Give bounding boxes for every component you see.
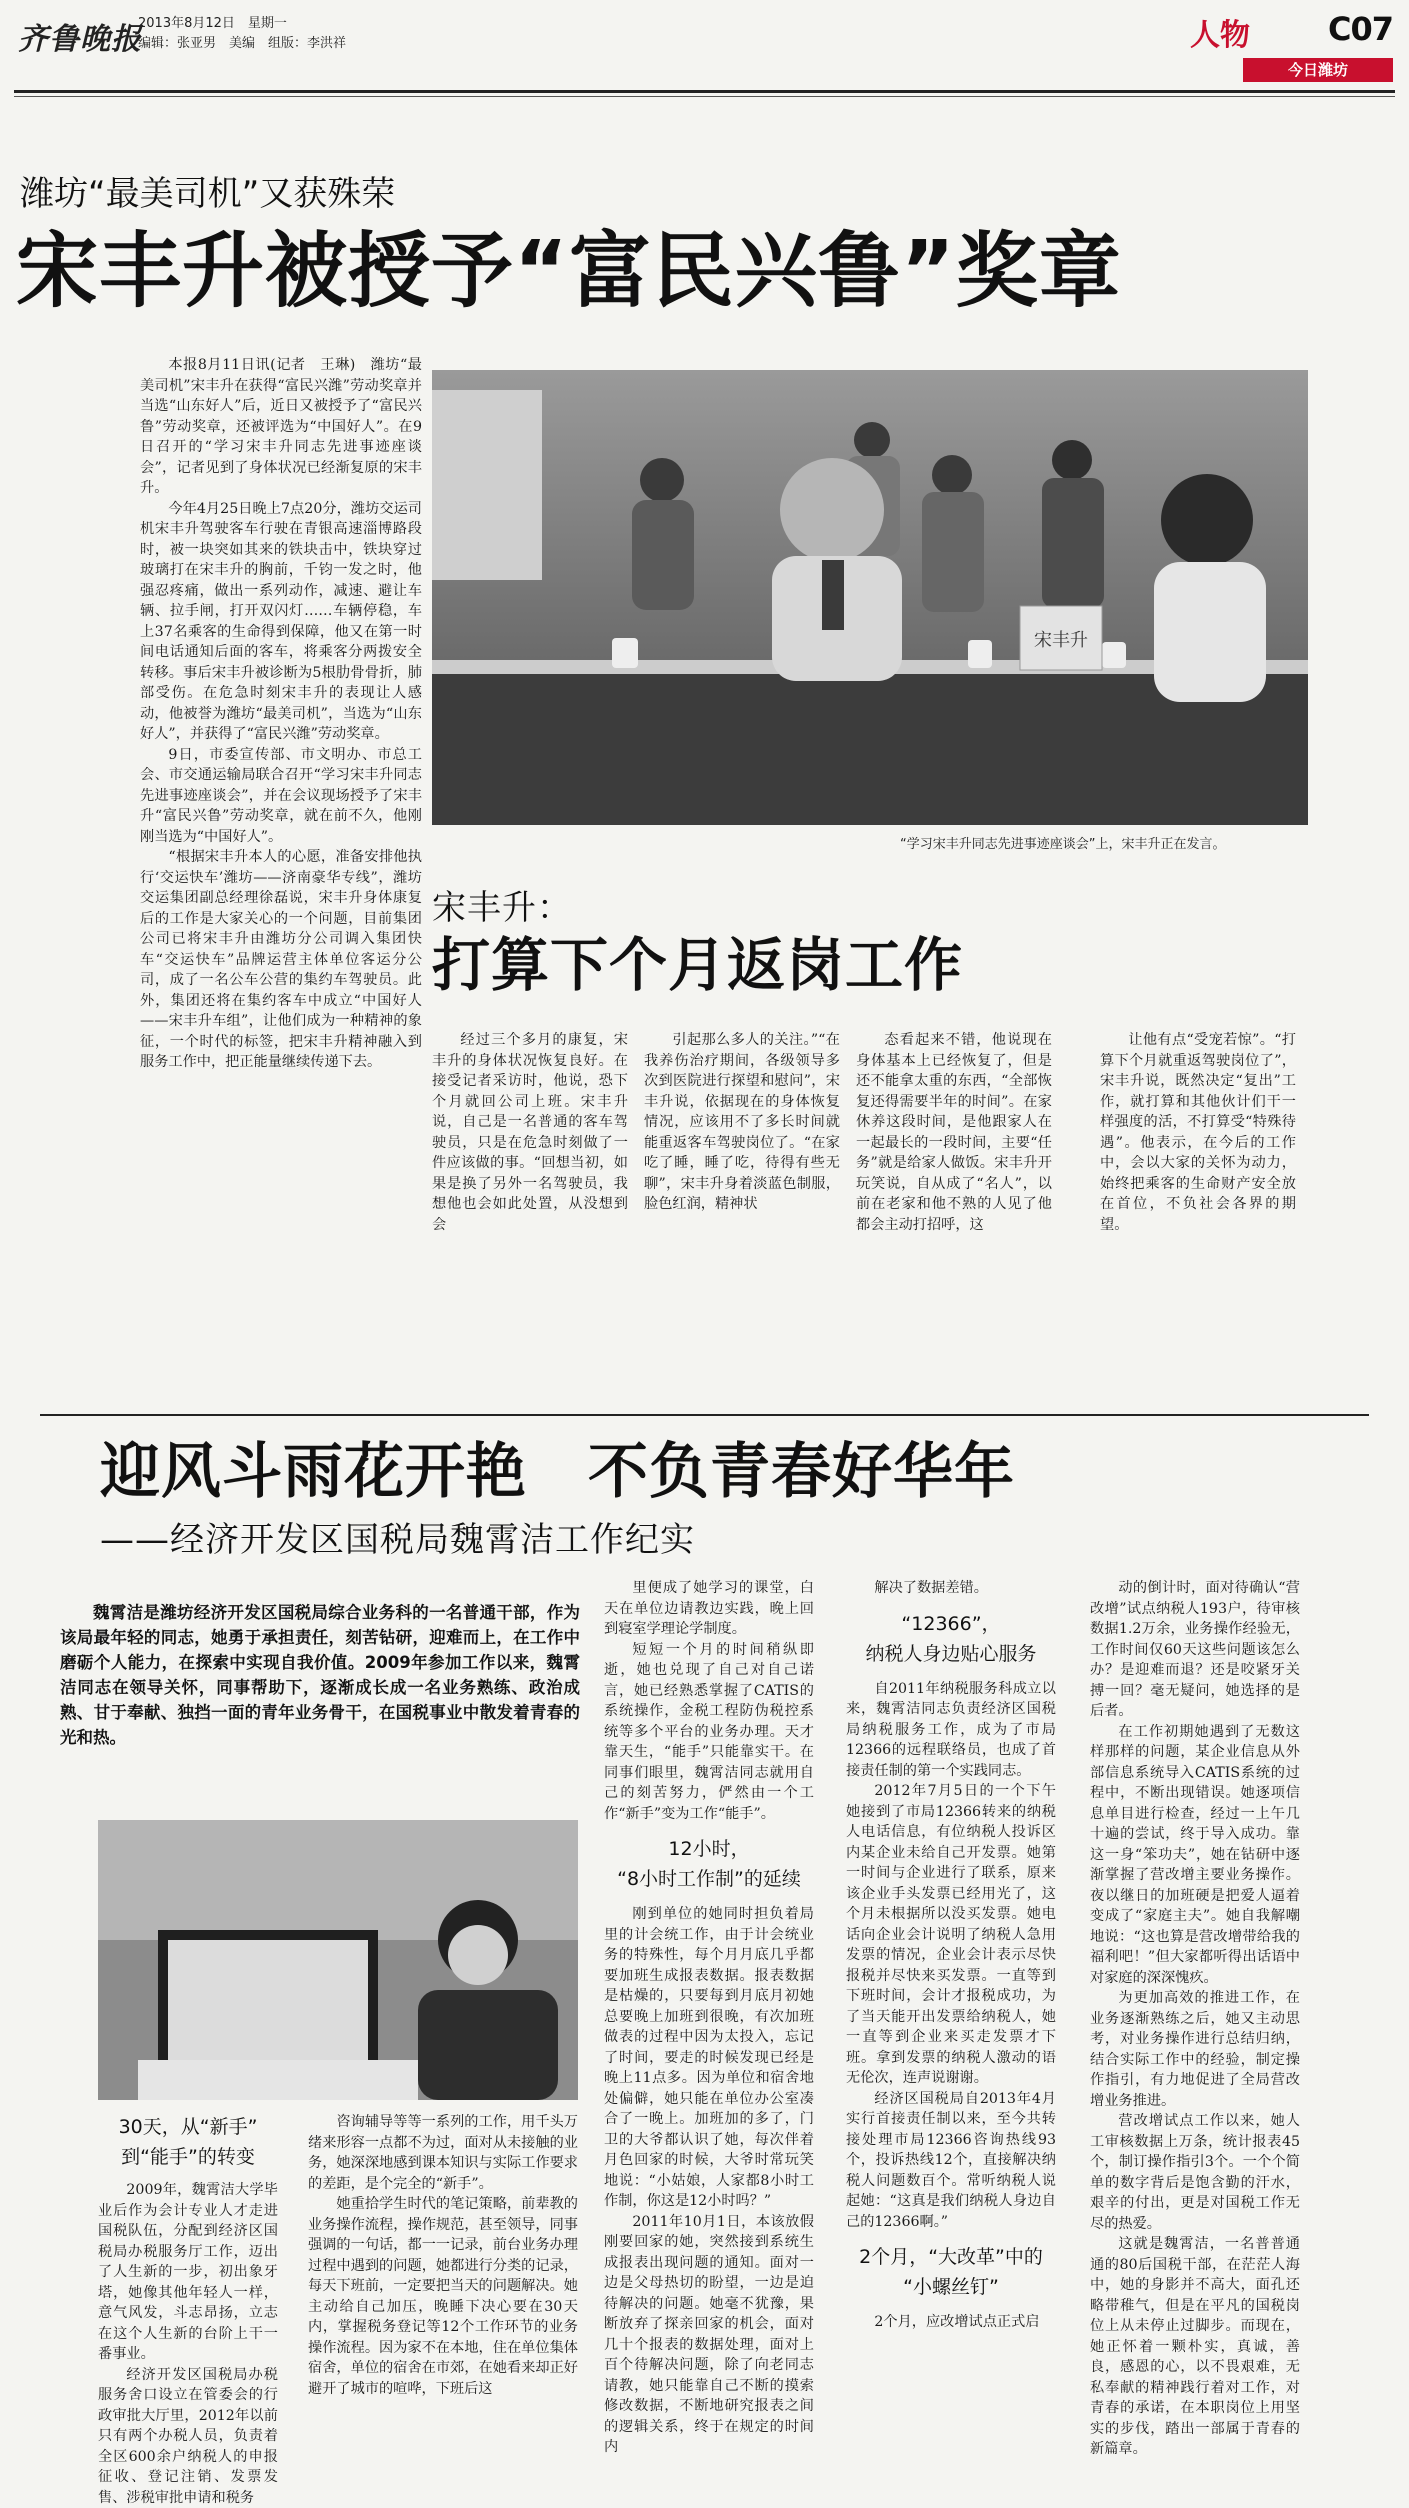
story2-column-3 bbox=[604, 1578, 814, 2378]
paragraph: 引起那么多人的关注。”“在我养伤治疗期间，各级领导多次到医院进行探望和慰问”，宋丰升说，依据现在的身体恢复情况，应该用不了多长时间就能重返客车驾驶岗位了。“在家吃了睡，睡了吃，待得有些无聊”，宋丰升身着淡蓝色制服，脸色红润，精神状 bbox=[644, 1030, 840, 1215]
paragraph: 在工作初期她遇到了无数这样那样的问题，某企业信息从外部信息系统导入CATIS系统的过程中，不断出现错误。她逐项信息单目进行检查，经过一上午几十遍的尝试，终于导入成功。靠这一身“笨功夫”，她在钻研中逐渐掌握了营改增主要业务操作。夜以继日的加班硬是把爱人逼着变成了“家庭主夫”。她自我解嘲地说：“这也算是营改增带给我的福利吧！”但大家都听得出话语中对家庭的深深愧疚。 bbox=[1090, 1722, 1300, 1989]
paragraph: 2012年7月5日的一个下午她接到了市局12366转来的纳税人电话信息，有位纳税人投诉区内某企业未给自己开发票。她第一时间与企业进行了联系，原来该企业手头发票已经用光了，这个月未根据所以没买发票。她电话向企业会计说明了纳税人急用发票的情况，企业会计表示尽快报税并尽快来买发票。一直等到下班时间，会计才报税成功，为了当天能开出发票给纳税人，她一直等到企业来买走发票才下班。拿到发票的纳税人激动的语无伦次，连声说谢谢。 bbox=[846, 1781, 1056, 2089]
meeting-photo bbox=[432, 370, 1308, 825]
subhead-line: 12小时， bbox=[604, 1834, 814, 1864]
paragraph: 咨询辅导等等一系列的工作，用千头万绪来形容一点都不为过，面对从未接触的业务，她深深地感到课本知识与实际工作要求的差距，是个完全的“新手”。 bbox=[308, 2112, 578, 2194]
paragraph: 2个月，应改增试点正式启 bbox=[846, 2312, 1056, 2333]
subhead-line: “8小时工作制”的延续 bbox=[604, 1864, 814, 1894]
sub-column-3 bbox=[856, 1030, 1052, 1396]
paragraph: 2009年，魏霄洁大学毕业后作为会计专业人才走进国税队伍，分配到经济区国税局办税服务厅工作，迈出了人生新的一步，初出象牙塔，她像其他年轻人一样，意气风发，斗志昂扬，立志在这个人生新的台阶上干一番事业。 bbox=[98, 2180, 278, 2365]
sub-column-1 bbox=[432, 1030, 628, 1396]
story2-subhead-4 bbox=[846, 2242, 1056, 2302]
story1-headline: 宋丰升被授予“富民兴鲁”奖章 bbox=[16, 222, 1122, 322]
paragraph: 动的倒计时，面对待确认“营改增”试点纳税人193户，待审核数据1.2万余，业务操作经验无，工作时间仅60天这些问题该怎么办？是迎难而退？还是咬紧牙关搏一回？毫无疑问，她选择的是后者。 bbox=[1090, 1578, 1300, 1722]
subhead-line: “12366”， bbox=[846, 1609, 1056, 1639]
story1-sub-kicker: 宋丰升： bbox=[432, 880, 572, 929]
paragraph: “根据宋丰升本人的心愿，准备安排他执行‘交运快车’潍坊——济南豪华专线”，潍坊交运集团副总经理徐磊说，宋丰升身体康复后的工作是大家关心的一个问题，目前集团公司已将宋丰升由潍坊分公司调入集团快车“交运快车”品牌运营主体单位客运分公司，成了一名公车公营的集约车驾驶员。此外，集团还将在集约客车中成立“中国好人——宋丰升车组”，让他们成为一种精神的象征，一个时代的标签，把宋丰升精神融入到服务工作中，把正能量继续传递下去。 bbox=[140, 847, 422, 1073]
paragraph: 营改增试点工作以来，她人工审核数据上万条，统计报表45个，制订操作指引3个。一个个简单的数字背后是饱含勤的汗水，艰辛的付出，更是对国税工作无尽的热爱。 bbox=[1090, 2111, 1300, 2234]
paragraph: 态看起来不错，他说现在身体基本上已经恢复了，但是还不能拿太重的东西，“全部恢复还得需要半年的时间”。在家休养这段时间，是他跟家人在一起最长的一段时间，主要“任务”就是给家人做饭。宋丰升开玩笑说，自从成了“名人”，以前在老家和他不熟的人见了他都会主动打招呼，这 bbox=[856, 1030, 1052, 1235]
paragraph: 短短一个月的时间稍纵即逝，她也兑现了自己对自己诺言，她已经熟悉掌握了CATIS的系统操作，金税工程防伪税控系统等多个平台的业务办理。天才靠天生，“能手”只能靠实干。在同事们眼里，魏霄洁同志就用自己的刻苦努力，俨然由一个工作“新手”变为工作“能手”。 bbox=[604, 1640, 814, 1825]
meeting-photo-illustration bbox=[432, 370, 1308, 825]
section-label: 人物 bbox=[1190, 10, 1250, 54]
sub-column-4 bbox=[1100, 1030, 1296, 1396]
paragraph: 解决了数据差错。 bbox=[846, 1578, 1056, 1599]
story2-subtitle: ——经济开发区国税局魏霄洁工作纪实 bbox=[100, 1512, 695, 1561]
paragraph: 经过三个多月的康复，宋丰升的身体状况恢复良好。在接受记者采访时，他说，恐下个月就回公司上班。宋丰升说，自己是一名普通的客车驾驶员，只是在危急时刻做了一件应该做的事。“回想当初，如果是换了另外一名驾驶员，我想他也会如此处置，从没想到会 bbox=[432, 1030, 628, 1235]
subsection-badge: 今日潍坊 bbox=[1243, 58, 1393, 82]
paragraph: 经济开发区国税局办税服务舍口设立在管委会的行政审批大厅里，2012年以前只有两个办税人员，负责着全区600余户纳税人的申报征收、登记注销、发票发售、涉税审批申请和税务 bbox=[98, 2365, 278, 2508]
masthead-rule bbox=[14, 90, 1395, 93]
story1-column-1 bbox=[140, 355, 422, 1397]
office-photo-illustration bbox=[98, 1820, 578, 2100]
paragraph: 自2011年纳税服务科成立以来，魏霄洁同志负责经济区国税局纳税服务工作，成为了市局12366的远程联络员，也成了首接责任制的第一个实践同志。 bbox=[846, 1679, 1056, 1782]
subhead-line: “小螺丝钉” bbox=[846, 2272, 1056, 2302]
subhead-line: 30天，从“新手” bbox=[98, 2112, 278, 2142]
story2-column-5 bbox=[1090, 1578, 1300, 2378]
paragraph: 魏霄洁是潍坊经济开发区国税局综合业务科的一名普通干部，作为该局最年轻的同志，她勇于承担责任，刻苦钻研，迎难而上，在工作中磨砺个人能力，在探索中实现自我价值。2009年参加工作以来，魏霄洁同志在领导关怀，同事帮助下，逐渐成长成一名业务熟练、政治成熟、甘于奉献、独挡一面的青年业务骨干，在国税事业中散发着青春的光和热。 bbox=[60, 1600, 580, 1750]
story-divider bbox=[40, 1414, 1369, 1416]
photo-nameplate: 宋丰升 bbox=[1034, 630, 1088, 651]
story2-subhead-3 bbox=[846, 1609, 1056, 1669]
sub-column-2 bbox=[644, 1030, 840, 1396]
paragraph: 刚到单位的她同时担负着局里的计会统工作，由于计会统业务的特殊性，每个月月底几乎都要加班生成报表数据。报表数据是枯燥的，只要每到月底月初她总要晚上加班到很晚，有次加班做表的过程中因为太投入，忘记了时间，要走的时候发现已经是晚上11点多。因为单位和宿舍地处偏僻，她只能在单位办公室凑合了一晚上。加班加的多了，门卫的大爷都认识了她，每次伴着月色回家的时候，大爷时常玩笑地说：“小姑娘，人家都8小时工作制，你这是12小时吗？” bbox=[604, 1904, 814, 2212]
editors-line: 编辑：张亚男 美编 组版：李洪祥 bbox=[138, 34, 346, 54]
story2-column-2 bbox=[308, 2112, 578, 2378]
paragraph: 为更加高效的推进工作，在业务逐渐熟练之后，她又主动思考，对业务操作进行总结归纳，结合实际工作中的经验，制定操作指引，有力地促进了全局营改增业务推进。 bbox=[1090, 1988, 1300, 2111]
paragraph: 里便成了她学习的课堂，白天在单位边请教边实践，晚上回到寝室学理论学制度。 bbox=[604, 1578, 814, 1640]
paragraph: 本报8月11日讯(记者 王琳) 潍坊“最美司机”宋丰升在获得“富民兴潍”劳动奖章并当选“山东好人”后，近日又被授予了“富民兴鲁”劳动奖章，还被评选为“中国好人”。在9日召开的“学习宋丰升同志先进事迹座谈会”，记者见到了身体状况已经渐复原的宋丰升。 bbox=[140, 355, 422, 499]
newspaper-logo: 齐鲁晚报 bbox=[18, 14, 142, 58]
story2-column-4 bbox=[846, 1578, 1056, 2378]
story2-subhead-2 bbox=[604, 1834, 814, 1894]
subhead-line: 到“能手”的转变 bbox=[98, 2142, 278, 2172]
story1-kicker: 潍坊“最美司机”又获殊荣 bbox=[20, 166, 395, 215]
story2-headline: 迎风斗雨花开艳 不负青春好华年 bbox=[100, 1432, 1015, 1512]
story2-column-1 bbox=[98, 2180, 278, 2378]
paragraph: 让他有点“受宠若惊”。“打算下个月就重返驾驶岗位了”，宋丰升说，既然决定“复出”工作，就打算和其他伙计们干一样强度的活，不打算受“特殊待遇”。他表示，在今后的工作中，会以大家的关怀为动力，始终把乘客的生命财产安全放在首位，不负社会各界的期望。 bbox=[1100, 1030, 1296, 1235]
paragraph: 今年4月25日晚上7点20分，潍坊交运司机宋丰升驾驶客车行驶在青银高速淄博路段时，被一块突如其来的铁块击中，铁块穿过玻璃打在宋丰升的胸前，千钧一发之时，他强忍疼痛，做出一系列动作，减速、避让车辆、拉手闸，打开双闪灯……车辆停稳，车上37名乘客的生命得到保障，他又在第一时间电话通知后面的客车，将乘客分两拨安全转移。事后宋丰升被诊断为5根肋骨骨折，肺部受伤。在危急时刻宋丰升的表现让人感动，他被誉为潍坊“最美司机”，当选为“山东好人”，并获得了“富民兴潍”劳动奖章。 bbox=[140, 499, 422, 745]
paragraph: 经济区国税局自2013年4月实行首接责任制以来，至今共转接处理市局12366咨询热线93个，投诉热线12个，直接解决纳税人问题数百个。常听纳税人说起她：“这真是我们纳税人身边自己的12366啊。” bbox=[846, 2089, 1056, 2233]
page-number: C07 bbox=[1328, 10, 1393, 48]
story2-subhead-1 bbox=[98, 2112, 278, 2172]
paragraph: 9日，市委宣传部、市文明办、市总工会、市交通运输局联合召开“学习宋丰升同志先进事迹座谈会”，并在会议现场授予了宋丰升“富民兴鲁”劳动奖章，就在前不久，他刚刚当选为“中国好人”。 bbox=[140, 745, 422, 848]
story1-sub-headline: 打算下个月返岗工作 bbox=[432, 930, 963, 1000]
paragraph: 这就是魏霄洁，一名普普通通的80后国税干部，在茫茫人海中，她的身影并不高大，面孔还略带稚气，但是在平凡的国税岗位上从未停止过脚步。而现在，她正怀着一颗朴实，真诚，善良，感恩的心，以不畏艰难，无私奉献的精神践行着对工作，对青春的承诺，在本职岗位上用坚实的步伐，踏出一部属于青春的新篇章。 bbox=[1090, 2234, 1300, 2460]
subhead-line: 纳税人身边贴心服务 bbox=[846, 1639, 1056, 1669]
masthead-rule-thin bbox=[14, 96, 1395, 97]
issue-date: 2013年8月12日 星期一 bbox=[138, 14, 287, 34]
office-photo bbox=[98, 1820, 578, 2100]
subhead-line: 2个月，“大改革”中的 bbox=[846, 2242, 1056, 2272]
story2-lead bbox=[60, 1600, 580, 1806]
paragraph: 2011年10月1日，本该放假刚要回家的她，突然接到系统生成报表出现问题的通知。面对一边是父母热切的盼望，一边是迫待解决的问题。她毫不犹豫，果断放弃了探亲回家的机会，面对几十个报表的数据处理，面对上百个待解决问题，除了向老同志请教，她只能靠自己不断的摸索修改数据，不断地研究报表之间的逻辑关系，终于在规定的时间内 bbox=[604, 2212, 814, 2458]
photo-caption: “学习宋丰升同志先进事迹座谈会”上，宋丰升正在发言。 bbox=[900, 833, 1225, 852]
paragraph: 她重拾学生时代的笔记策略，前辈教的业务操作流程，操作规范，甚至领导，同事强调的一句话，都一一记录，前台业务办理过程中遇到的问题，她都进行分类的记录，每天下班前，一定要把当天的问题解决。她主动给自己加压，晚睡下决心要在30天内，掌握税务登记等12个工作环节的业务操作流程。因为家不在本地，住在单位集体宿舍，单位的宿舍在市郊，在她看来却正好避开了城市的喧哗，下班后这 bbox=[308, 2194, 578, 2399]
